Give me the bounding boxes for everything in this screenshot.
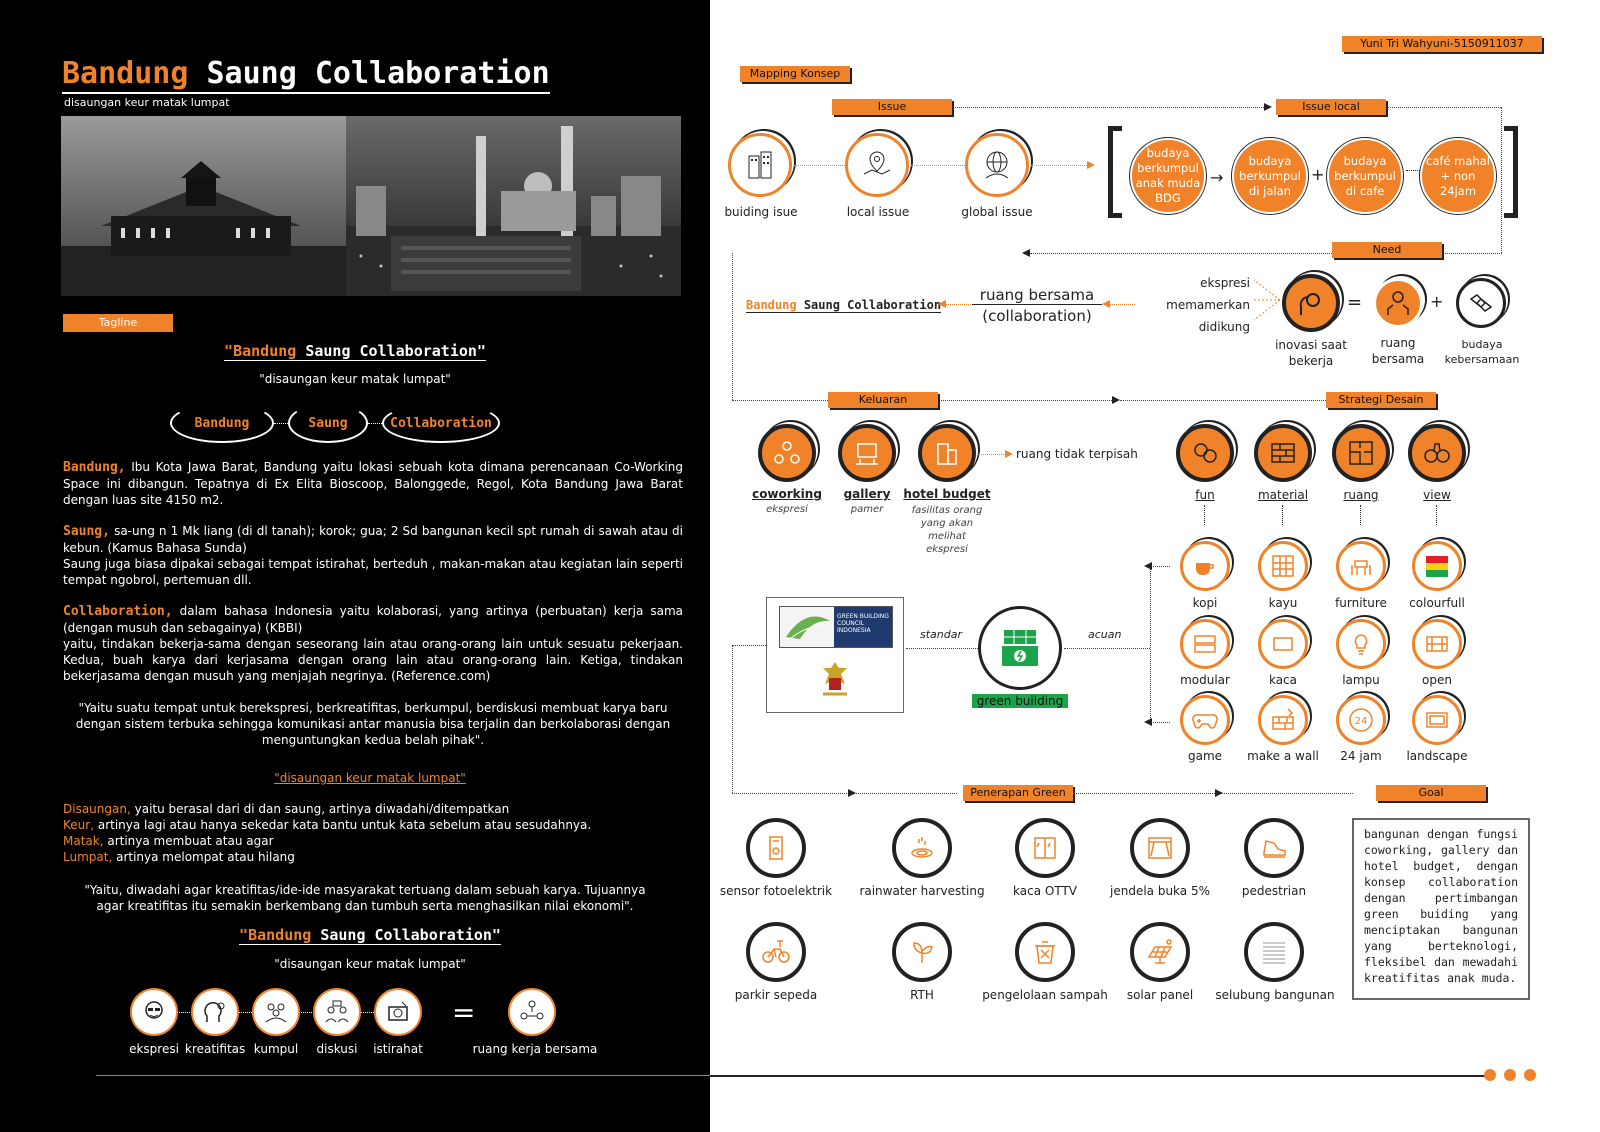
fun-icon: [1176, 424, 1234, 482]
label-gallery: gallery: [843, 487, 891, 501]
green-building-label: green building: [972, 694, 1068, 708]
need-verbs: [1140, 272, 1250, 338]
divider-line: [96, 1075, 710, 1076]
tagline-label: Tagline: [63, 314, 173, 332]
flow-line: [1110, 304, 1135, 305]
goal-text: bangunan dengan fungsi coworking, gallery dan hotel budget, dengan konsep collaboration dengan pertimbangan green buiding yang menciptakan bangunan yang berteknologi, fleksibel dan mewadahi kreatifitas anak muda.: [1352, 818, 1530, 1000]
wall-icon: [1258, 695, 1308, 745]
svg-text:24: 24: [1354, 716, 1368, 727]
gallery-icon: [838, 424, 896, 482]
flow-line: [794, 165, 845, 166]
arrow-icon: [1022, 249, 1030, 257]
para-bandung-text: Ibu Kota Jawa Barat, Bandung yaitu lokasi sebuah kota dimana perencanaan Co-Working Space ini dibangun. Tepatnya di Ex Elita Bioscoop, Balonggede, Regol, Kota Bandung Jawa Barat dengan luas site 4150 m2.: [63, 460, 683, 507]
ekspresi-icon: [130, 988, 178, 1036]
game-icon: [1180, 695, 1230, 745]
def-head: Keur,: [63, 818, 95, 832]
flow-line: [1204, 505, 1205, 525]
gbci-logo: [779, 606, 893, 648]
page-dot: [1504, 1069, 1516, 1081]
def-text: artinya melompat atau hilang: [116, 850, 295, 864]
tagline-sub-2: "disaungan keur matak lumpat": [274, 957, 466, 971]
label-sampah: pengelolaan sampah: [982, 988, 1108, 1002]
solar-panel-icon: [1130, 922, 1190, 982]
page-dot: [1484, 1069, 1496, 1081]
flow-line: [978, 454, 1006, 455]
arrow-icon: [1087, 161, 1095, 169]
flow-line: [906, 648, 978, 649]
flow-line: [732, 253, 733, 400]
flow-line: [1386, 107, 1501, 108]
label-24-jam: 24 jam: [1340, 749, 1382, 763]
title-bandung: Bandung: [62, 56, 189, 91]
bracket-left: [1108, 126, 1122, 218]
label-kumpul: kumpul: [253, 1042, 299, 1056]
concept-a: Bandung: [746, 298, 797, 312]
ruang-bersama-text: ruang bersama: [972, 286, 1102, 305]
24-hour-icon: [1336, 695, 1386, 745]
building-icon: [728, 133, 792, 197]
arrow-icon: [1144, 562, 1152, 570]
standards-box: [766, 597, 904, 713]
label-kayu: kayu: [1268, 596, 1298, 610]
quote-1: "Yaitu suatu tempat untuk berekspresi, berkreatifitas, berkumpul, berdiskusi membuat karya baru dengan sistem terbuka sehingga komunikasi antar manusia bisa terjalin dan berkolaborasi dengan menguntungkan kedua belah pihak".: [75, 701, 671, 747]
label-hotel-budget: hotel budget: [903, 487, 991, 501]
label-kopi: kopi: [1192, 596, 1218, 610]
flow-line: [1120, 400, 1326, 401]
local-issue-2: budaya berkumpul di jalan: [1232, 138, 1308, 214]
author-badge: Yuni Tri Wahyuni-5150911037: [1342, 36, 1542, 52]
coworking-icon: [758, 424, 816, 482]
label-game: game: [1187, 749, 1223, 763]
arrow-icon: [938, 300, 946, 308]
label-selubung: selubung bangunan: [1215, 988, 1335, 1002]
garuda-icon: [815, 658, 855, 706]
oval-connector: [368, 423, 382, 424]
bracket-right: [1504, 126, 1518, 218]
page-title: [62, 56, 550, 94]
facade-icon: [1244, 922, 1304, 982]
para-collab-head: Collaboration,: [63, 604, 173, 619]
flow-line: [946, 304, 971, 305]
arrow-icon: [1215, 789, 1223, 797]
globe-icon: [965, 133, 1029, 197]
label-colourfull: colourfull: [1409, 596, 1465, 610]
ottv-glass-icon: [1015, 818, 1075, 878]
para-collab-text2: yaitu, tindakan bekerja-sama dengan seseorang lain atau orang-orang lain untuk sesuatu pekerjaan. Kedua, buah karya dari kerjasama dengan orang lain atau orang-orang lain. Ketiga, tindakan bekerjasama dengan musuh yang menjajah negrinya. (Reference.com): [63, 637, 683, 683]
sub-coworking: ekspresi: [766, 504, 808, 515]
label-rainwater: rainwater harvesting: [859, 884, 985, 898]
tagline-title: [0, 342, 710, 360]
tagline-q1: "Bandung: [224, 342, 297, 360]
label-building-issue: buiding isue: [724, 205, 798, 219]
label-ruang-bersama: ruang bersama: [1371, 336, 1425, 366]
material-icon: [1254, 424, 1312, 482]
hotel-icon: [918, 424, 976, 482]
rainwater-icon: [892, 818, 952, 878]
sub-gallery: pamer: [850, 504, 884, 515]
diskusi-icon: [313, 988, 361, 1036]
label-jendela: jendela buka 5%: [1110, 884, 1210, 898]
local-issue-3: budaya berkumpul di cafe: [1327, 138, 1403, 214]
green-building-icon: [978, 606, 1062, 690]
issue-local-label: Issue local: [1276, 99, 1386, 115]
label-kreatifitas: kreatifitas: [185, 1042, 246, 1056]
plus-icon: +: [1430, 292, 1444, 311]
definitions: [63, 801, 683, 865]
trash-icon: [1015, 922, 1075, 982]
gbci-text: GREEN BUILDING COUNCIL INDONESIA: [834, 607, 892, 647]
strategi-label: Strategi Desain: [1326, 392, 1436, 408]
para-collab-text: dalam bahasa Indonesia yaitu kolaborasi, yang artinya (perbuatan) kerja sama (dengan musuh dan sebagainya) (KBBI): [63, 604, 683, 635]
label-istirahat: istirahat: [373, 1042, 423, 1056]
label-acuan: acuan: [1088, 628, 1122, 641]
tagline-title-2: [0, 926, 740, 944]
verb-memamerkan: memamerkan: [1166, 298, 1250, 312]
flow-line: [1406, 170, 1420, 171]
keluaran-label: Keluaran: [828, 392, 938, 408]
para-saung: [63, 523, 683, 588]
shoe-icon: [1244, 818, 1304, 878]
lamp-icon: [1336, 619, 1386, 669]
label-sensor: sensor fotoelektrik: [719, 884, 833, 898]
tagline-q2: Saung Collaboration": [320, 926, 501, 944]
label-modular: modular: [1180, 673, 1230, 687]
label-local-issue: local issue: [846, 205, 910, 219]
collaboration-text: (collaboration): [982, 307, 1092, 325]
label-view: view: [1423, 488, 1451, 502]
kreatifitas-icon: [191, 988, 239, 1036]
need-label: Need: [1332, 242, 1442, 258]
arrow-icon: [1102, 300, 1110, 308]
binoculars-icon: [1408, 424, 1466, 482]
para-saung-text: sa-ung n 1 Mk liang (di dl tanah); korok; gua; 2 Sd bangunan kecil spt rumah di sawah atau di kebun. (Kamus Bahasa Sunda): [63, 524, 684, 555]
label-inovasi: inovasi saat bekerja: [1275, 338, 1347, 368]
label-rth: RTH: [910, 988, 934, 1002]
flow-line: [1150, 722, 1170, 723]
sublink: "disaungan keur matak lumpat": [274, 771, 466, 785]
def-text: artinya membuat atau agar: [107, 834, 274, 848]
need-arrows: [1250, 270, 1282, 330]
flow-line: [1150, 566, 1170, 567]
ruang-bersama-icon: [1373, 278, 1423, 328]
para-bandung: [63, 459, 683, 508]
flow-line: [1282, 505, 1283, 525]
ruang-tidak-terpisah: ruang tidak terpisah: [1016, 447, 1138, 461]
flow-line: [1064, 648, 1150, 649]
furniture-icon: [1336, 541, 1386, 591]
label-fun: fun: [1195, 488, 1215, 502]
para-bandung-head: Bandung,: [63, 460, 126, 475]
divider-line: [710, 1075, 1490, 1077]
coffee-icon: [1180, 541, 1230, 591]
ruang-icon: [1332, 424, 1390, 482]
label-lampu: lampu: [1342, 673, 1380, 687]
flow-line: [1501, 107, 1502, 253]
oval-bandung: Bandung: [170, 403, 274, 443]
sensor-icon: [746, 818, 806, 878]
goal-label: Goal: [1376, 785, 1486, 801]
label-kaca-ottv: kaca OTTV: [1013, 884, 1077, 898]
plus-icon: +: [1311, 165, 1325, 184]
window-icon: [1130, 818, 1190, 878]
def-head: Disaungan,: [63, 802, 131, 816]
oval-connector: [274, 423, 288, 424]
bicycle-icon: [746, 922, 806, 982]
page-dot: [1524, 1069, 1536, 1081]
arrow-icon: [1005, 450, 1013, 458]
arrow-icon: [1112, 396, 1120, 404]
flow-line: [732, 793, 957, 794]
issue-label: Issue: [832, 99, 952, 115]
right-panel: [710, 0, 1600, 1132]
tagline-sub: "disaungan keur matak lumpat": [259, 372, 451, 386]
label-coworking: coworking: [752, 487, 822, 501]
left-panel: [0, 0, 710, 1132]
label-kaca: kaca: [1268, 673, 1298, 687]
label-make-a-wall: make a wall: [1247, 749, 1319, 763]
label-ruang-kerja: ruang kerja bersama: [472, 1042, 598, 1056]
label-parkir-sepeda: parkir sepeda: [734, 988, 818, 1002]
label-global-issue: global issue: [961, 205, 1033, 219]
landscape-icon: [1412, 695, 1462, 745]
label-landscape: landscape: [1406, 749, 1468, 763]
label-diskusi: diskusi: [316, 1042, 358, 1056]
flow-line: [732, 645, 766, 646]
tagline-q2: Saung Collaboration": [305, 342, 486, 360]
oval-saung: Saung: [288, 403, 368, 443]
map-pin-icon: [845, 133, 909, 197]
flow-line: [1360, 505, 1361, 525]
arrow-icon: [848, 789, 856, 797]
local-issue-4: café mahal + non 24jam: [1420, 138, 1496, 214]
def-text: yaitu berasal dari di dan saung, artinya diwadahi/ditempatkan: [134, 802, 510, 816]
page-subtitle: disaungan keur matak lumpat: [64, 96, 230, 109]
equals-sign: =: [452, 996, 476, 1029]
wood-icon: [1258, 541, 1308, 591]
def-head: Lumpat,: [63, 850, 113, 864]
city-photo: [61, 116, 681, 296]
label-pedestrian: pedestrian: [1241, 884, 1307, 898]
arrow-right-icon: →: [1210, 168, 1224, 187]
label-furniture: furniture: [1335, 596, 1387, 610]
para-saung-head: Saung,: [63, 524, 110, 539]
title-saung: Saung Collaboration: [206, 56, 550, 91]
mapping-label: Mapping Konsep: [740, 66, 850, 82]
label-standar: standar: [920, 628, 963, 641]
modular-icon: [1180, 619, 1230, 669]
istirahat-icon: [374, 988, 422, 1036]
label-ruang: ruang: [1343, 488, 1379, 502]
def-text: artinya lagi atau hanya sekedar kata bantu untuk kata sebelum atau sesudahnya.: [97, 818, 592, 832]
verb-didikung: didikung: [1198, 320, 1250, 334]
handshake-icon: [1456, 278, 1506, 328]
local-issue-1: budaya berkumpul anak muda BDG: [1130, 138, 1206, 214]
equals-icon: =: [1347, 292, 1363, 313]
flow-line: [1031, 165, 1089, 166]
flow-line: [952, 107, 1264, 108]
concept-b: Saung Collaboration: [803, 298, 942, 312]
def-head: Matak,: [63, 834, 104, 848]
label-budaya: budaya kebersamaan: [1444, 338, 1520, 366]
flow-line: [1436, 505, 1437, 525]
label-material: material: [1257, 488, 1309, 502]
kumpul-icon: [252, 988, 300, 1036]
penerapan-label: Penerapan Green: [963, 785, 1073, 801]
para-collab: [63, 603, 683, 684]
label-ekspresi: ekspresi: [129, 1042, 179, 1056]
arrow-icon: [1144, 718, 1152, 726]
verb-ekspresi: ekspresi: [1200, 276, 1250, 290]
innovation-icon: [1282, 274, 1340, 332]
open-icon: [1412, 619, 1462, 669]
label-solar-panel: solar panel: [1126, 988, 1194, 1002]
quote-2: "Yaitu, diwadahi agar kreatifitas/ide-ide masyarakat tertuang dalam sebuah karya. Tujuannya agar kreatifitas itu semakin berkembang dan tumbuh serta menghasilkan nilai ekonomi".: [84, 883, 646, 913]
label-open: open: [1422, 673, 1452, 687]
ruang-kerja-icon: [508, 988, 556, 1036]
oval-collaboration: Collaboration: [382, 403, 500, 443]
tagline-q1: "Bandung: [239, 926, 312, 944]
plant-icon: [892, 922, 952, 982]
colourfull-icon: [1412, 541, 1462, 591]
flow-line: [1150, 566, 1151, 722]
para-saung-text2: Saung juga biasa dipakai sebagai tempat istirahat, berteduh , makan-makan atau kegiatan lain seperti tempat ngobrol, pertemuan dll.: [63, 557, 683, 587]
sub-hotel-budget: fasilitas orang yang akan melihat ekspresi: [911, 505, 983, 555]
concept-name: [746, 298, 941, 313]
flow-line: [911, 165, 965, 166]
flow-line: [732, 645, 733, 793]
glass-icon: [1258, 619, 1308, 669]
flow-line: [1073, 793, 1353, 794]
arrow-icon: [1264, 103, 1272, 111]
